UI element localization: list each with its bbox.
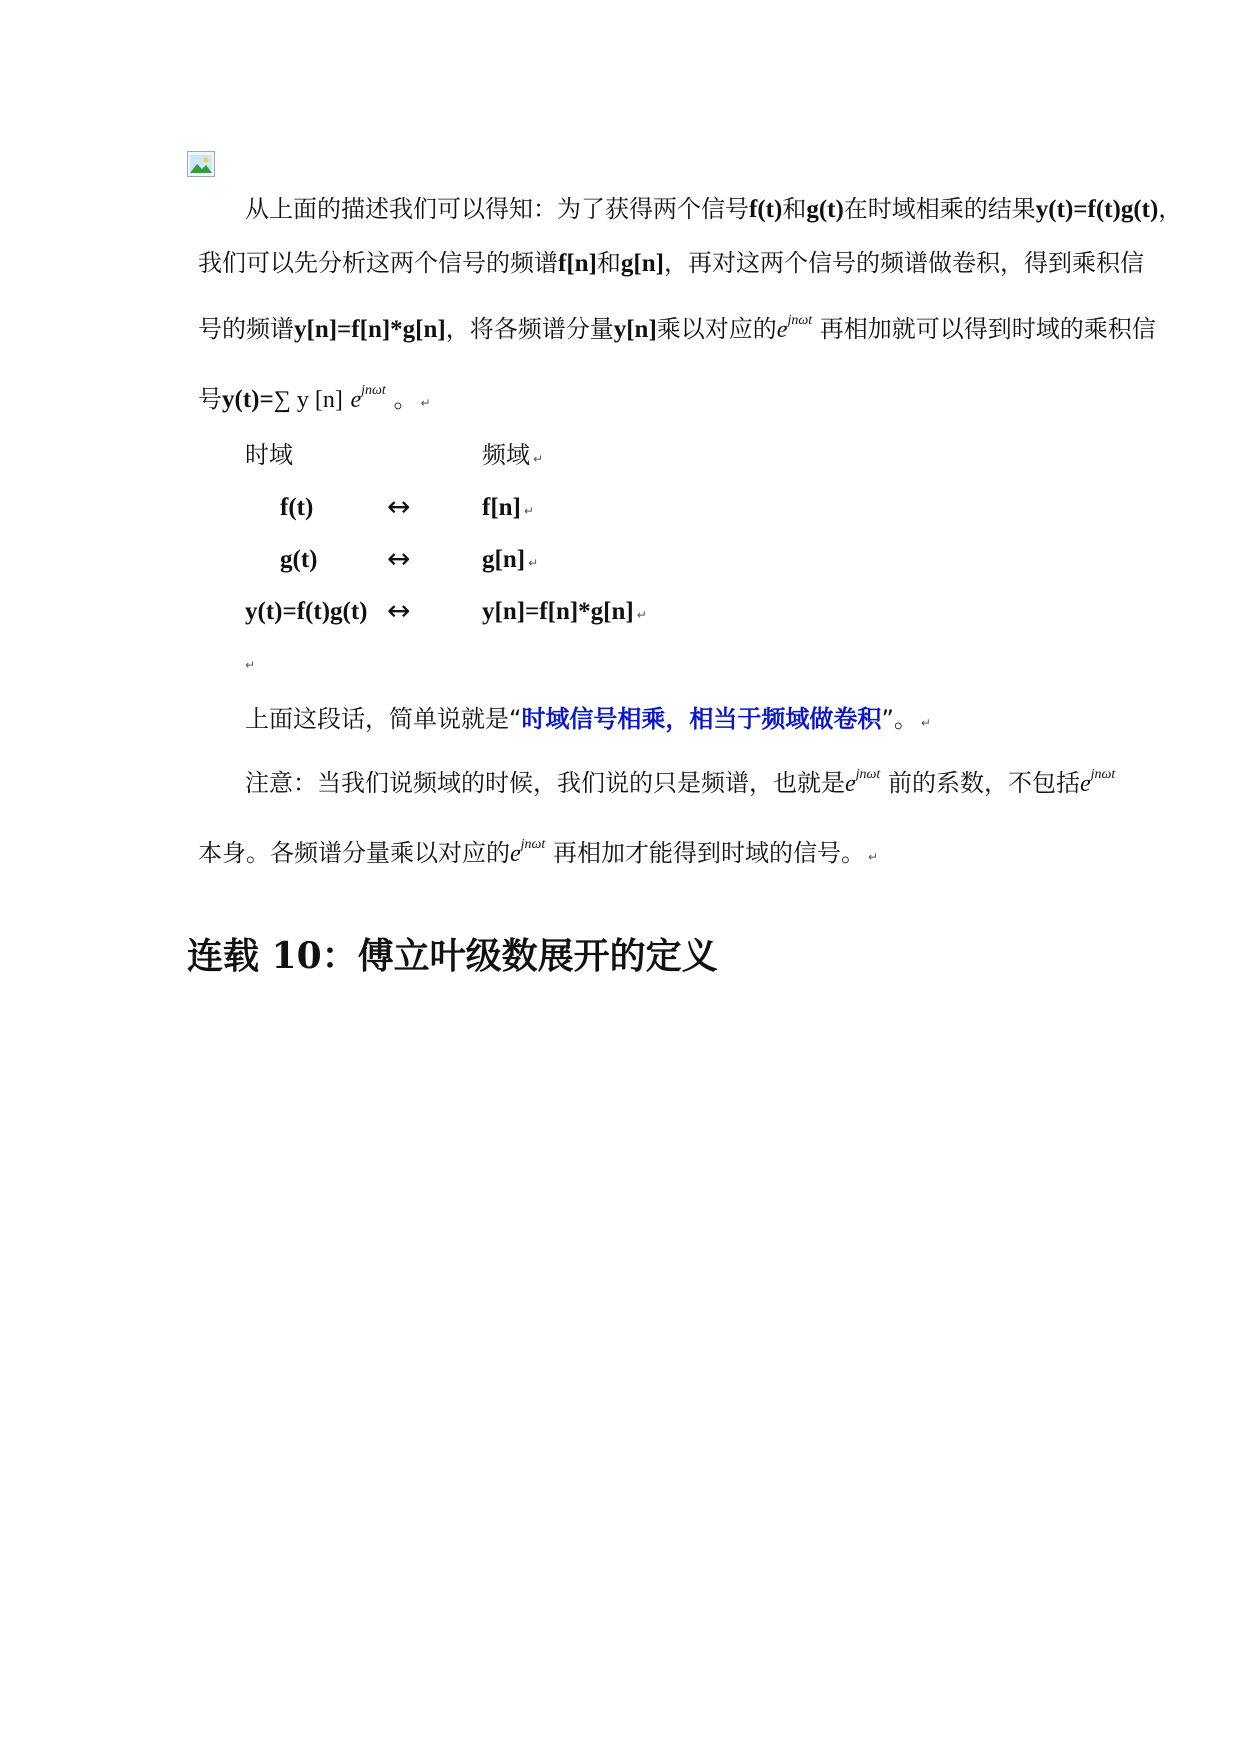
text: 号的频谱 bbox=[198, 315, 294, 343]
para1-line1 bbox=[245, 194, 1182, 225]
text: 我们可以先分析这两个信号的频谱 bbox=[198, 249, 558, 277]
image-icon bbox=[187, 151, 215, 177]
text: 本身。各频谱分量乘以对应的 bbox=[198, 839, 510, 867]
text: g[n] bbox=[482, 546, 526, 573]
bidirectional-arrow-icon: ↔ bbox=[387, 594, 411, 627]
row2-time: g(t) bbox=[280, 546, 318, 573]
text: 在时域相乘的结果 bbox=[843, 195, 1036, 223]
paragraph-mark: ↵ bbox=[523, 504, 534, 518]
para1-line2 bbox=[198, 248, 1144, 279]
math-yn-eq: y[n]=f[n]*g[n] bbox=[294, 316, 446, 343]
row1-time: f(t) bbox=[280, 494, 314, 521]
text: 。 bbox=[393, 385, 418, 413]
math-y-n: y[n] bbox=[613, 316, 657, 343]
text: y[n]=f[n]*g[n] bbox=[482, 598, 634, 625]
paragraph-mark: ↵ bbox=[636, 608, 647, 622]
text: 频域 bbox=[482, 441, 530, 469]
text: 从上面的描述我们可以得知：为了获得两个信号 bbox=[245, 195, 749, 223]
math-exponent: jnωt bbox=[361, 383, 386, 398]
bidirectional-arrow-icon: ↔ bbox=[387, 542, 411, 575]
text: 再相加才能得到时域的信号。 bbox=[552, 839, 865, 867]
text: 注意：当我们说频域的时候，我们说的只是频谱，也就是 bbox=[245, 769, 845, 797]
text: 乘以对应的 bbox=[656, 315, 777, 343]
paragraph-mark: ↵ bbox=[420, 396, 431, 410]
paragraph-mark: ↵ bbox=[528, 556, 539, 570]
section-heading: 连载 10：傅立叶级数展开的定义 bbox=[187, 935, 718, 977]
paragraph-mark: ↵ bbox=[533, 452, 544, 466]
math-y-eq: y(t)=f(t)g(t) bbox=[1035, 196, 1159, 223]
math-e: e bbox=[510, 841, 521, 867]
text: 和 bbox=[596, 249, 621, 277]
para1-line4 bbox=[198, 384, 431, 419]
math-exponent: jnωt bbox=[855, 767, 881, 782]
text: ，再对这两个信号的频谱做卷积，得到乘积信 bbox=[663, 249, 1144, 277]
text: 上面这段话，简单说就是“ bbox=[245, 705, 522, 733]
para3-line1 bbox=[245, 768, 1115, 803]
text: f[n] bbox=[482, 494, 521, 521]
text: 再相加就可以得到时域的乘积信 bbox=[819, 315, 1156, 343]
header-time-domain: 时域 bbox=[245, 441, 293, 469]
math-e: e bbox=[845, 771, 856, 797]
math-e: e bbox=[350, 387, 362, 413]
math-e: e bbox=[776, 317, 788, 343]
para3-line2 bbox=[198, 838, 878, 873]
row1-freq bbox=[482, 494, 534, 522]
row3-freq bbox=[482, 598, 647, 626]
text: ，将各频谱分量 bbox=[445, 315, 614, 343]
math-g-n: g[n] bbox=[620, 250, 664, 277]
math-f-n: f[n] bbox=[558, 250, 597, 277]
paragraph-mark: ↵ bbox=[867, 850, 879, 864]
text: 号 bbox=[198, 385, 222, 413]
row3-time: y(t)=f(t)g(t) bbox=[245, 598, 368, 625]
para2 bbox=[245, 704, 931, 738]
math-exponent: jnωt bbox=[1090, 767, 1116, 782]
paragraph-mark: ↵ bbox=[920, 716, 931, 730]
text: ， bbox=[1158, 195, 1183, 223]
text: 和 bbox=[782, 195, 807, 223]
text: ”。 bbox=[881, 705, 918, 733]
math-exponent: jnωt bbox=[520, 837, 546, 852]
math-e: e bbox=[1079, 771, 1091, 797]
math-y-t: y(t)= bbox=[222, 386, 274, 413]
math-g-t: g(t) bbox=[806, 196, 844, 223]
text: 前的系数，不包括 bbox=[887, 769, 1080, 797]
paragraph-mark: ↵ bbox=[245, 658, 256, 672]
math-exponent: jnωt bbox=[787, 313, 813, 328]
para1-line3 bbox=[198, 314, 1156, 349]
row2-freq bbox=[482, 546, 538, 574]
math-sum: ∑ y [n] bbox=[273, 387, 343, 413]
math-f-t: f(t) bbox=[749, 196, 783, 223]
bidirectional-arrow-icon: ↔ bbox=[387, 490, 411, 523]
emphasis-text: 时域信号相乘，相当于频域做卷积 bbox=[521, 705, 882, 733]
header-freq-domain bbox=[482, 440, 543, 474]
